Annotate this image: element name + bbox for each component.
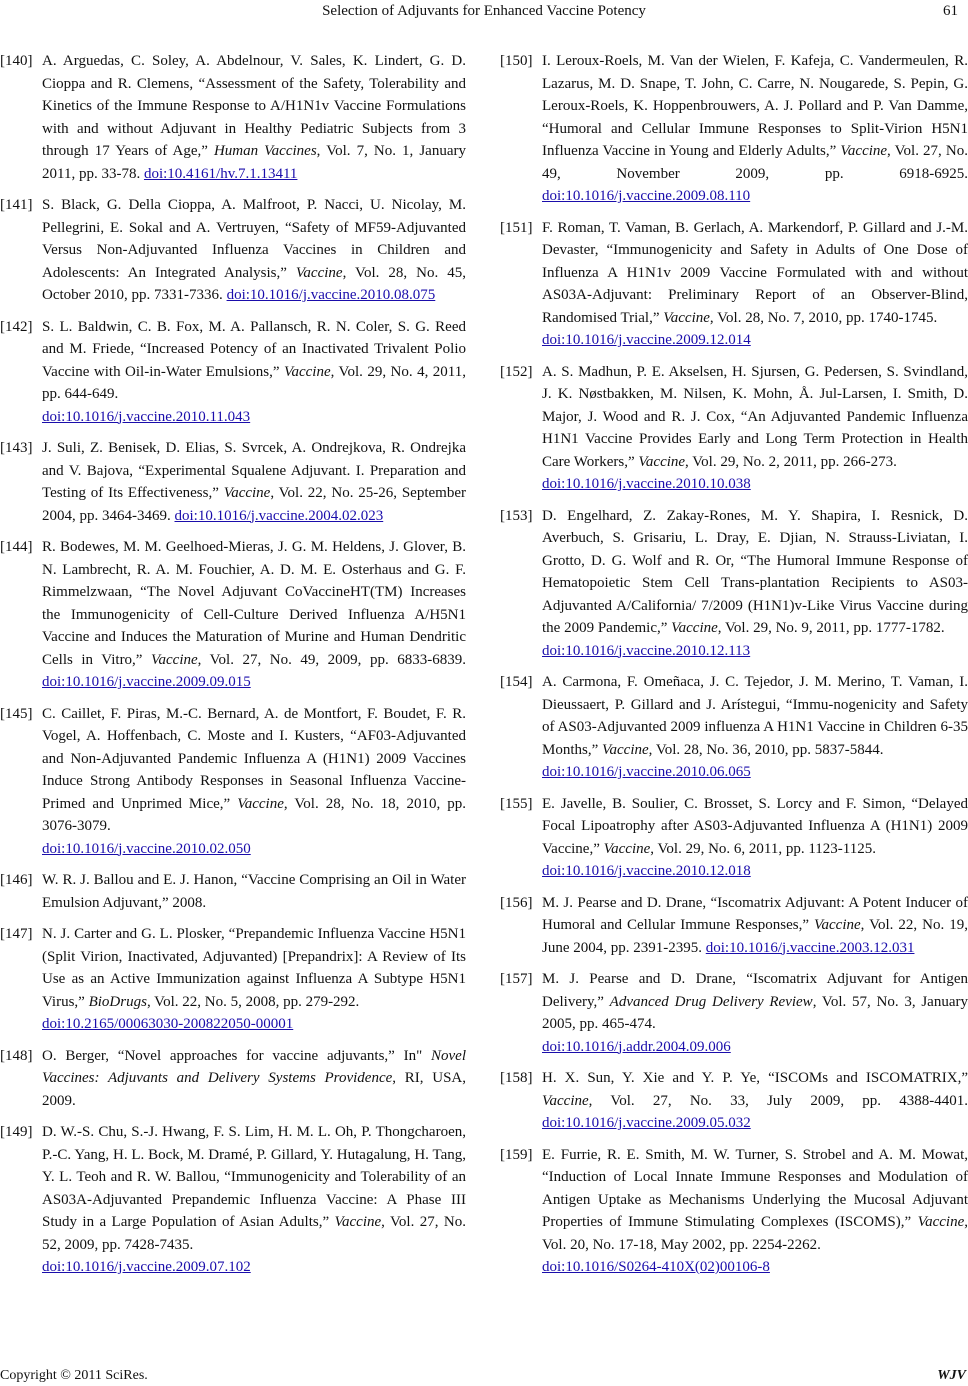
reference-text [542,220,968,326]
reference-journal: BioDrugs [88,993,147,1010]
reference-text [542,508,968,637]
reference-number: [155] [500,795,533,812]
reference-number: [157] [500,971,533,987]
reference-number: [146] [0,872,33,888]
reference-item [0,50,466,185]
reference-authors-title: D. W.-S. Chu, S.-J. Hwang, F. S. Lim, H. M. L. Oh, P. Thongcharoen, P.-C. Yang, H. L. Bock, M. Dramé, P. Gillard, Y. Hutagalung, H. Tang, Y. L. Teoh and R. W. Ballou, “Immunogenicity and Tolerability of an AS03A-Adjuvanted Prepandemic Influenza Vaccine: A Phase III Study in a Large Population of Asian Adults,” [42,1124,466,1230]
references-right-column [500,50,968,1288]
reference-journal: Vaccine [814,917,861,933]
doi-link[interactable]: doi:10.1016/j.vaccine.2009.07.102 [42,1259,251,1275]
page-header [0,0,968,26]
reference-text [542,1147,968,1253]
doi-link[interactable]: doi:10.1016/j.vaccine.2009.05.032 [542,1115,751,1131]
reference-details: , Vol. 22, No. 19, June 2004, pp. 2391-2395. [542,917,968,956]
reference-authors-title: E. Javelle, B. Soulier, C. Brosset, S. Lorcy and F. Simon, “Delayed Focal Lipoatrophy after AS03-Adjuvanted Influenza A (H1N1) 2009 Vaccine,” [542,795,968,857]
doi-link[interactable]: doi:10.4161/hv.7.1.13411 [143,165,298,182]
reference-text [542,53,968,182]
reference-number: [141] [0,197,33,213]
reference-journal: Vaccine [334,1214,382,1230]
reference-authors-title: I. Leroux-Roels, M. Van der Wielen, F. Kafeja, C. Vandermeulen, R. Lazarus, M. D. Snape, T. John, C. Carre, N. Nougarede, S. Pepin, G. Leroux-Roels, K. Hoppenbrouwers, A. J. Pollard and P. Van Damme, “Humoral and Cellular Immune Responses to Split-Virion H5N1 Influenza Vaccine in Young and Elderly Adults,” [542,53,968,159]
reference-text [42,539,466,668]
reference-journal: Vaccine [671,620,718,636]
reference-details: , Vol. 27, No. 33, July 2009, pp. 4388-4401. [588,1092,968,1109]
reference-details: , Vol. 57, No. 3, January 2005, pp. 465-474. [542,993,968,1032]
reference-journal: Vaccine [603,840,651,857]
reference-authors-title: S. L. Baldwin, C. B. Fox, M. A. Pallansch, R. N. Coler, S. G. Reed and M. Friede, “Increased Potency of an Inactivated Trivalent Polio Vaccine with Oil-in-Water Emulsions,” [42,318,466,380]
reference-item [0,1045,466,1113]
reference-journal: Vaccine [151,651,198,668]
reference-authors-title: N. J. Carter and G. L. Plosker, “Prepandemic Influenza Vaccine H5N1 (Split Virion, Inactivated, Adjuvanted) [Prepandrix]: A Review of Its Use as an Active Immunization against Influenza A Subtype H5N1 Virus,” [42,926,466,1010]
doi-link[interactable]: doi:10.1016/j.vaccine.2010.10.038 [542,476,751,492]
reference-details: , RI, USA, 2009. [42,1070,467,1109]
reference-number: [156] [500,894,533,911]
reference-journal: Vaccine [295,264,343,281]
reference-item [500,793,968,883]
reference-item [0,194,466,307]
reference-item [0,316,466,429]
reference-authors-title: C. Caillet, F. Piras, M.-C. Bernard, A. de Montfort, F. Boudet, F. R. Vogel, A. Hoffenbach, C. Moste and I. Kusters, “AF03-Adjuvanted and Non-Adjuvanted Pandemic Influenza A (H1N1) 2009 Vaccines Induce Strong Antibody Responses in Seasonal Influenza Vaccine-Primed and Unprimed Mice,” [42,705,466,812]
reference-journal: Advanced Drug Delivery Review [609,993,813,1010]
journal-abbreviation: WJV [937,1368,966,1383]
reference-journal: Vaccine [917,1214,965,1230]
reference-authors-title: A. Arguedas, C. Soley, A. Abdelnour, V. Sales, K. Lindert, G. D. Cioppa and R. Clemens, “Assessment of the Safety, Tolerability and Kinetics of the Immune Response to A/H1N1v Vaccine Formulations with and without Adjuvant in Healthy Pediatric Subjects from 3 through 17 Years of Age,” [42,53,466,159]
reference-details: , Vol. 7, No. 1, January 2011, pp. 33-78. [42,143,466,182]
reference-text [542,674,968,758]
reference-journal: Vaccine [663,309,710,326]
page-footer [0,1366,968,1386]
reference-item [500,217,968,352]
reference-number: [151] [500,219,533,236]
reference-item [500,968,968,1058]
reference-item [500,892,968,960]
doi-link[interactable]: doi:10.1016/j.vaccine.2003.12.031 [705,939,915,956]
reference-text [42,706,466,835]
reference-number: [142] [0,318,33,335]
reference-authors-title: W. R. J. Ballou and E. J. Hanon, “Vaccine Comprising an Oil in Water Emulsion Adjuvant,” 2008. [42,872,466,911]
reference-details: , Vol. 28, No. 45, October 2010, pp. 7331-7336. [42,264,466,303]
reference-number: [145] [0,705,33,722]
reference-text [42,926,466,1010]
reference-authors-title: A. Carmona, F. Omeñaca, J. C. Tejedor, J. M. Merino, T. Vaman, I. Dieussaert, P. Gillard and J. Arístegui, “Immu-nogenicity and Safety of AS03-Adjuvanted 2009 influenza A H1N1 Vaccine in Children 6-35 Months,” [542,674,968,758]
reference-number: [154] [500,674,533,690]
doi-link[interactable]: doi:10.1016/j.vaccine.2009.12.014 [542,332,751,348]
doi-link[interactable]: doi:10.1016/j.addr.2004.09.006 [542,1038,731,1055]
reference-item [0,536,466,694]
doi-link[interactable]: doi:10.1016/j.vaccine.2010.02.050 [42,840,251,857]
doi-link[interactable]: doi:10.1016/j.vaccine.2010.06.065 [542,764,751,780]
reference-item [0,703,466,861]
reference-item [0,1121,466,1279]
reference-item [500,1144,968,1279]
reference-number: [147] [0,926,33,942]
doi-link[interactable]: doi:10.1016/j.vaccine.2009.09.015 [42,674,251,690]
reference-number: [153] [500,507,533,524]
reference-journal: Vaccine [638,453,686,470]
copyright-notice: Copyright © 2011 SciRes. [0,1368,148,1383]
reference-authors-title: H. X. Sun, Y. Xie and Y. P. Ye, “ISCOMs and ISCOMATRIX,” [542,1070,968,1086]
reference-number: [149] [0,1124,33,1140]
page-number: 61 [943,3,958,19]
doi-link[interactable]: doi:10.1016/j.vaccine.2009.08.110 [542,188,751,204]
reference-journal: Novel Vaccines: Adjuvants and Delivery Systems Providence [42,1047,466,1086]
reference-item [500,50,968,208]
reference-number: [143] [0,440,33,456]
reference-item [500,505,968,663]
reference-text [542,971,968,1032]
reference-number: [150] [500,53,533,69]
reference-authors-title: M. J. Pearse and D. Drane, “Iscomatrix Adjuvant for Antigen Delivery,” [542,971,968,1010]
reference-authors-title: M. J. Pearse and D. Drane, “Iscomatrix Adjuvant: A Potent Inducer of Humoral and Cellular Immune Responses,” [542,894,968,933]
reference-text [542,364,968,470]
reference-item [500,361,968,496]
reference-item [0,923,466,1036]
reference-number: [158] [500,1070,533,1086]
reference-authors-title: D. Engelhard, Z. Zakay-Rones, M. Y. Shapira, I. Resnick, D. Averbuch, S. Grisariu, L. Dray, E. Djian, N. Strauss-Liviatan, I. Grotto, D. G. Wolf and R. Or, “The Humoral Immune Response of Hematopoietic Stem Cell Trans-plantation Recipients to AS03-Adjuvanted A/California/ 7/2009 (H1N1)v-Like Virus Vaccine during the 2009 Pandemic,” [542,507,968,636]
reference-details: , Vol. 27, No. 49, 2009, pp. 6833-6839. [197,651,466,668]
reference-journal: Vaccine [602,741,649,758]
reference-journal: Vaccine [237,795,284,812]
reference-details: , Vol. 27, No. 52, 2009, pp. 7428-7435. [42,1214,466,1253]
doi-link[interactable]: doi:10.1016/j.vaccine.2010.12.018 [542,863,751,879]
reference-number: [144] [0,539,33,555]
reference-details: , Vol. 28, No. 18, 2010, pp. 3076-3079. [42,795,466,834]
reference-details: , Vol. 29, No. 6, 2011, pp. 1123-1125. [650,840,876,857]
reference-authors-title: F. Roman, T. Vaman, B. Gerlach, A. Markendorf, P. Gillard and J.-M. Devaster, “Immunogenicity and Safety in Adults of One Dose of Influenza A H1N1v 2009 Vaccine Formulated with and without AS03A-Adjuvant: Preliminary Report of an Observer-Blind, Randomised Trial,” [542,219,968,326]
reference-details: , Vol. 29, No. 2, 2011, pp. 266-273. [685,453,897,470]
reference-text [542,1070,968,1109]
reference-text [42,872,466,911]
doi-link[interactable]: doi:10.1016/S0264-410X(02)00106-8 [542,1259,770,1275]
reference-authors-title: O. Berger, “Novel approaches for vaccine adjuvants,” In" [42,1047,431,1064]
reference-details: , Vol. 22, No. 25-26, September 2004, pp. 3464-3469. [42,485,466,524]
reference-details: , Vol. 28, No. 7, 2010, pp. 1740-1745. [709,309,938,326]
reference-details: , Vol. 28, No. 36, 2010, pp. 5837-5844. [648,741,884,758]
reference-authors-title: S. Black, G. Della Cioppa, A. Malfroot, P. Nacci, U. Nicolay, M. Pellegrini, E. Sokal and A. Vertruyen, “Safety of MF59-Adjuvanted Versus Non-Adjuvanted Influenza Vaccines in Children and Adolescents: An Integrated Analysis,” [42,197,466,281]
reference-authors-title: A. S. Madhun, P. E. Akselsen, H. Sjursen, G. Pedersen, S. Svindland, J. K. Nøstbakken, M. Nilsen, K. Mohn, Å. Jul-Larsen, I. Smith, D. Major, J. Wood and R. J. Cox, “An Adjuvanted Pandemic Influenza H1N1 Vaccine Provides Early and Long Term Protection in Health Care Workers,” [542,363,968,470]
reference-text [542,796,968,857]
doi-link[interactable]: doi:10.1016/j.vaccine.2004.02.023 [174,507,384,524]
reference-authors-title: J. Suli, Z. Benisek, D. Elias, S. Svrcek, A. Ondrejkova, R. Ondrejka and V. Bajova, “Experimental Squalene Adjuvant. I. Preparation and Testing of Its Effectiveness,” [42,440,466,501]
reference-journal: Vaccine [840,143,888,159]
doi-link[interactable]: doi:10.2165/00063030-200822050-00001 [42,1016,294,1032]
reference-journal: Vaccine [542,1092,589,1109]
reference-item [500,1067,968,1135]
reference-item [500,671,968,784]
reference-details: , Vol. 29, No. 9, 2011, pp. 1777-1782. [717,620,945,636]
reference-text [42,319,466,403]
references-left-column [0,50,466,1288]
reference-number: [140] [0,53,33,69]
reference-number: [148] [0,1047,33,1064]
reference-number: [159] [500,1146,533,1163]
reference-journal: Human Vaccines [213,143,317,159]
doi-link[interactable]: doi:10.1016/j.vaccine.2010.08.075 [226,287,436,303]
reference-details: , Vol. 27, No. 49, November 2009, pp. 6918-6925. [542,143,968,182]
reference-text [42,53,466,182]
reference-details: , Vol. 20, No. 17-18, May 2002, pp. 2254-2262. [542,1214,968,1253]
reference-item [0,869,466,914]
reference-journal: Vaccine [223,485,271,501]
reference-authors-title: E. Furrie, R. E. Smith, M. W. Turner, S. Strobel and A. M. Mowat, “Induction of Local Innate Immune Responses and Modulation of Antigen Uptake as Mechanisms Underlying the Mucosal Adjuvant Properties of Immune Stimulating Complexes (ISCOMS),” [542,1146,968,1230]
doi-link[interactable]: doi:10.1016/j.vaccine.2010.12.113 [542,642,751,659]
reference-details: , Vol. 29, No. 4, 2011, pp. 644-649. [42,363,466,402]
reference-authors-title: R. Bodewes, M. M. Geelhoed-Mieras, J. G. M. Heldens, J. Glover, B. N. Lambrecht, R. A. M. Fouchier, A. D. M. E. Osterhaus and G. F. Rimmelzwaan, “The Novel Adjuvant CoVaccineHT(TM) Increases the Immunogenicity of Cell-Culture Derived Influenza A/H5N1 Vaccine and Induces the Maturation of Murine and Human Dendritic Cells in Vitro,” [42,539,466,668]
reference-journal: Vaccine [283,363,331,380]
reference-text [42,1048,466,1109]
reference-text [42,1124,466,1253]
doi-link[interactable]: doi:10.1016/j.vaccine.2010.11.043 [42,408,251,425]
reference-details: , Vol. 22, No. 5, 2008, pp. 279-292. [146,993,360,1010]
reference-item [0,437,466,527]
reference-number: [152] [500,363,533,380]
running-title: Selection of Adjuvants for Enhanced Vaccine Potency [322,3,646,19]
